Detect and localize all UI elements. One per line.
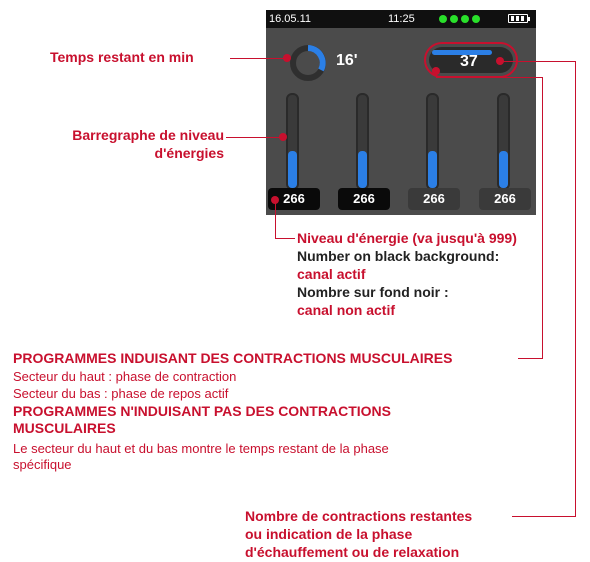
callout-line (575, 61, 576, 517)
date-label: 16.05.11 (269, 13, 312, 25)
callout-dot (279, 133, 287, 141)
callout-line (275, 238, 295, 239)
status-bar (266, 10, 536, 28)
not-black-bg-label: Nombre sur fond noir : (297, 284, 449, 300)
timer-ring-icon (288, 43, 328, 83)
bargraph-label-line2: d'énergies (154, 145, 224, 161)
energy-value-3: 266 (408, 188, 460, 210)
energy-bar-2 (356, 93, 369, 190)
callout-line (542, 77, 543, 359)
active-channel-label: canal actif (297, 266, 366, 282)
energy-bar-3 (426, 93, 439, 190)
energy-value-1: 266 (268, 188, 320, 210)
callout-line (500, 61, 576, 62)
energy-value-2: 266 (338, 188, 390, 210)
contractions-label-line1: Nombre de contractions restantes (245, 508, 473, 524)
energy-bar-4 (497, 93, 510, 190)
status-led-icon (461, 15, 469, 23)
callout-line (512, 516, 576, 517)
programs-heading-2-line2: MUSCULAIRES (13, 420, 116, 436)
time-label: 11:25 (388, 13, 415, 25)
callout-line (230, 58, 286, 59)
programs-line-2: Secteur du bas : phase de repos actif (13, 386, 229, 401)
callout-line (275, 200, 276, 238)
energy-bar-1 (286, 93, 299, 190)
battery-icon (508, 14, 528, 23)
status-led-icon (472, 15, 480, 23)
contractions-label-line3: d'échauffement ou de relaxation (245, 544, 460, 560)
black-bg-label: Number on black background: (297, 248, 500, 264)
programs-line-1: Secteur du haut : phase de contraction (13, 369, 237, 384)
callout-line (518, 358, 543, 359)
programs-line-4: spécifique (13, 457, 72, 472)
contractions-remaining-value: 37 (460, 53, 478, 70)
energy-fill (358, 151, 367, 188)
contractions-label-line2: ou indication de la phase (245, 526, 413, 542)
energy-fill (288, 151, 297, 188)
energy-fill (428, 151, 437, 188)
bargraph-label-line1: Barregraphe de niveau (72, 127, 224, 143)
callout-line (436, 77, 543, 78)
time-remaining-value: 16' (336, 52, 358, 69)
programs-heading-2-line1: PROGRAMMES N'INDUISANT PAS DES CONTRACTIONS (13, 403, 391, 419)
programs-heading-1: PROGRAMMES INDUISANT DES CONTRACTIONS MUSCULAIRES (13, 350, 453, 366)
status-led-icon (439, 15, 447, 23)
device-screen (266, 10, 536, 215)
inactive-channel-label: canal non actif (297, 302, 396, 318)
programs-line-3: Le secteur du haut et du bas montre le temps restant de la phase (13, 441, 389, 456)
time-remaining-label: Temps restant en min (50, 49, 194, 65)
energy-level-title: Niveau d'énergie (va jusqu'à 999) (297, 230, 517, 246)
energy-fill (499, 151, 508, 188)
energy-value-4: 266 (479, 188, 531, 210)
callout-line (226, 137, 282, 138)
status-led-icon (450, 15, 458, 23)
